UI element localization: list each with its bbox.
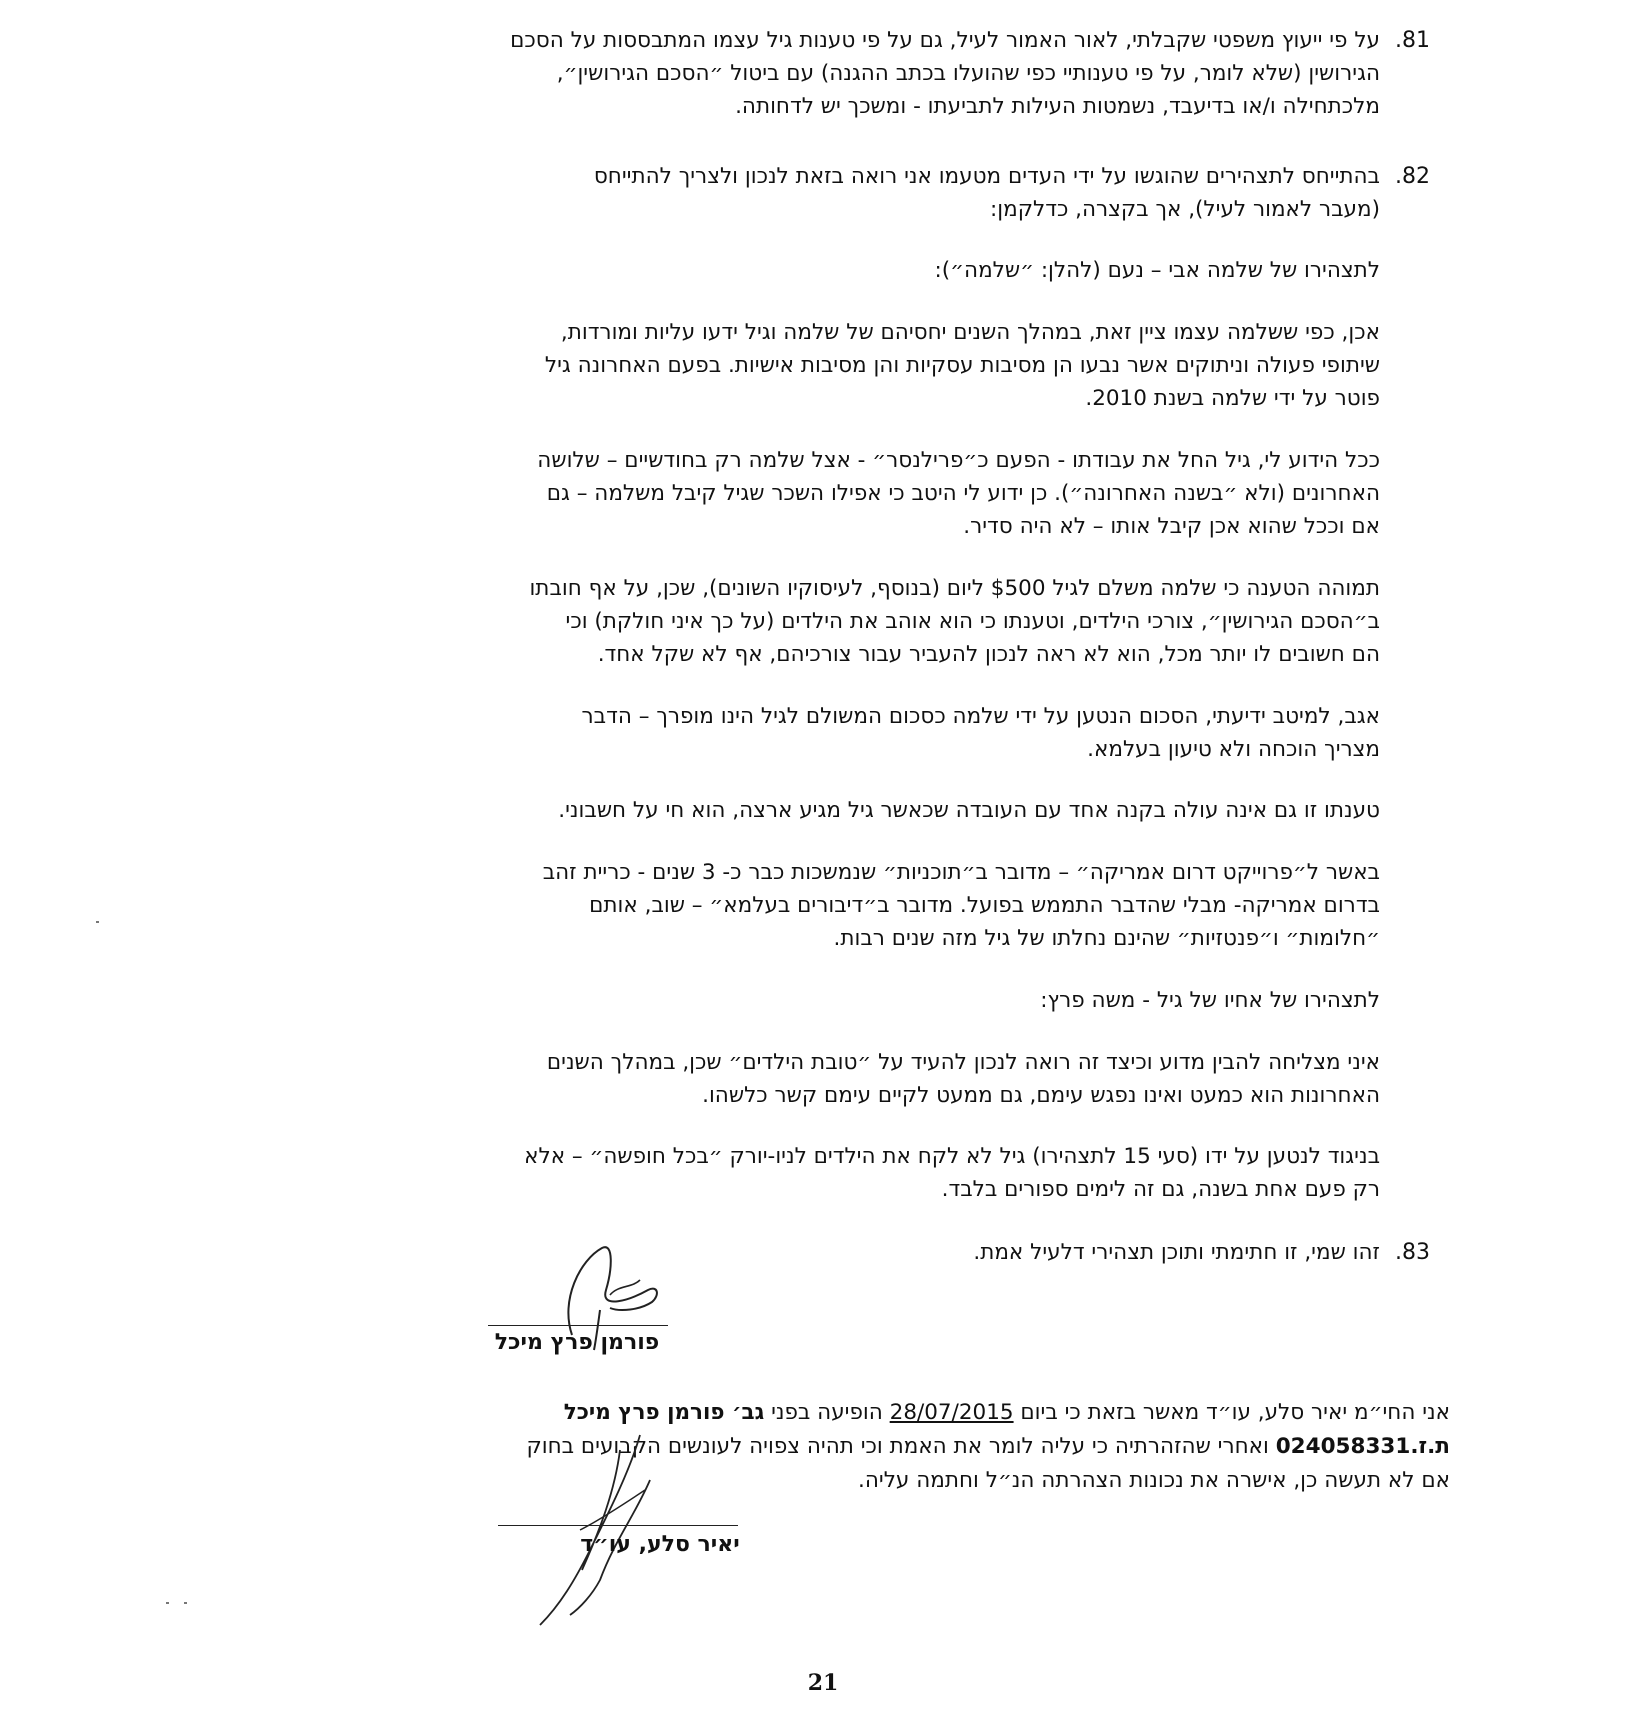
item-number: .83 xyxy=(1395,1240,1430,1265)
paragraph xyxy=(240,444,1380,543)
item-number: .82 xyxy=(1395,164,1430,189)
text-line: בהתייחס לתצהירים שהוגשו על ידי העדים מטעמו אני רואה בזאת לנכון ולצריך להתייחס xyxy=(593,164,1380,189)
text-line: ״חלומות״ ו״פנטזיות״ שהינם נחלתו של גיל מזה שנים רבות. xyxy=(833,926,1380,951)
text-line: פוטר על ידי שלמה בשנת 2010. xyxy=(1085,386,1380,411)
text-line: אם וככל שהוא אכן קיבל אותו – לא היה סדיר. xyxy=(963,514,1380,539)
scan-speck xyxy=(184,1602,187,1604)
text-line: הם חשובים לו יותר מכל, הוא לא ראה לנכון להעביר עבור צורכיהם, אף לא שקל אחד. xyxy=(597,642,1380,667)
scan-speck xyxy=(166,1602,169,1604)
text-line: האחרונות הוא כמעט ואינו נפגש עימם, גם ממעט לקיים עימם קשר כלשהו. xyxy=(702,1083,1380,1108)
lawyer-name: יאיר סלע, עו״ד xyxy=(580,1532,740,1557)
text-line: איני מצליחה להבין מדוע וכיצד זה רואה לנכון להעיד על ״טובת הילדים״ שכן, במהלך השנים xyxy=(546,1050,1380,1075)
signature-line-2 xyxy=(498,1525,738,1526)
scan-speck xyxy=(96,921,99,923)
text-line: אכן, כפי ששלמה עצמו ציין זאת, במהלך השנים יחסיהם של שלמה וגיל ידעו עליות ומורדות, xyxy=(560,320,1380,345)
text-line: ב״הסכם הגירושין״, צורכי הילדים, וטענתו כי הוא אוהב את הילדים (על כך איני חולקת) וכי xyxy=(565,609,1380,634)
paragraph xyxy=(240,316,1380,415)
paragraph xyxy=(240,1046,1380,1112)
text-line: מלכתחילה ו/או בדיעבד, נשמטות העילות לתביעתו - ומשכך יש לדחותה. xyxy=(735,94,1380,119)
text-line: רק פעם אחת בשנה, גם זה לימים ספורים בלבד. xyxy=(941,1177,1380,1202)
text-line: (מעבר לאמור לעיל), אך בקצרה, כדלקמן: xyxy=(990,197,1380,222)
paragraph-82 xyxy=(240,160,1380,226)
section-heading-brother: לתצהירו של אחיו של גיל - משה פרץ: xyxy=(1040,988,1380,1013)
text-line: טענתו זו גם אינה עולה בקנה אחד עם העובדה שכאשר גיל מגיע ארצה, הוא חי על חשבוני. xyxy=(558,798,1380,823)
text-line: אגב, למיטב ידיעתי, הסכום הנטען על ידי שלמה כסכום המשולם לגיל הינו מופרך – הדבר xyxy=(581,704,1380,729)
text-line: מצריך הוכחה ולא טיעון בעלמא. xyxy=(1087,737,1380,762)
paragraph xyxy=(240,572,1380,671)
paragraph-83: זהו שמי, זו חתימתי ותוכן תצהירי דלעיל אמת. xyxy=(973,1240,1380,1265)
paragraph xyxy=(240,700,1380,766)
page-number: 21 xyxy=(807,1670,839,1696)
text-line: האחרונים (ולא ״בשנה האחרונה״). כן ידוע לי היטב כי אפילו השכר שגיל קיבל משלמה – גם xyxy=(546,481,1380,506)
paragraph-81 xyxy=(240,24,1380,123)
text-line: תמוהה הטענה כי שלמה משלם לגיל $500 ליום (בנוסף, לעיסוקיו השונים), שכן, על אף חובתו xyxy=(529,576,1380,601)
attestation-date: 28/07/2015 xyxy=(889,1400,1014,1425)
text-line: באשר ל״פרוייקט דרום אמריקה״ – מדובר ב״תוכניות״ שנמשכות כבר כ- 3 שנים - כריית זהב xyxy=(542,860,1380,885)
signature-line-1 xyxy=(488,1325,668,1326)
section-heading-shlomo: לתצהירו של שלמה אבי – נעם (להלן: ״שלמה״): xyxy=(934,258,1380,283)
attestation-paragraph: אני החי״מ יאיר סלע, עו״ד מאשר בזאת כי ביום 28/07/2015 הופיעה בפני גב׳ פורמן פרץ מיכל ת.ז.024058331 ואחרי שהזהרתיה כי עליה לומר את האמת וכי תהיה צפויה לעונשים הקבועים בחוק אם לא תעשה כן, אישרה את נכונות הצהרתה הנ״ל וחתמה עליה. xyxy=(526,1400,1450,1493)
text-line: הגירושין (שלא לומר, על פי טענותיי כפי שהועלו בכתב ההגנה) עם ביטול ״הסכם הגירושין״, xyxy=(556,61,1380,86)
paragraph xyxy=(240,856,1380,955)
text-line: בדרום אמריקה- מבלי שהדבר התממש בפועל. מדובר ב״דיבורים בעלמא״ – שוב, אותם xyxy=(589,893,1380,918)
paragraph xyxy=(240,794,1380,827)
text-line: שיתופי פעולה וניתוקים אשר נבעו הן מסיבות עסקיות והן מסיבות אישיות. בפעם האחרונה גיל xyxy=(544,353,1380,378)
paragraph xyxy=(240,1140,1380,1206)
declarant-id: ת.ז.024058331 xyxy=(1275,1434,1450,1459)
text-line: בניגוד לנטען על ידו (סעי 15 לתצהירו) גיל לא לקח את הילדים לניו-יורק ״בכל חופשה״ – אלא xyxy=(524,1144,1380,1169)
declarant-name: גב׳ פורמן פרץ מיכל xyxy=(563,1400,765,1425)
text-line: על פי ייעוץ משפטי שקבלתי, לאור האמור לעיל, גם על פי טענות גיל עצמו המתבססות על הסכם xyxy=(510,28,1380,53)
item-number: .81 xyxy=(1395,28,1430,53)
text-line: ככל הידוע לי, גיל החל את עבודתו - הפעם כ״פרילנסר״ - אצל שלמה רק בחודשיים – שלושה xyxy=(537,448,1380,473)
signer-name: פורמן פרץ מיכל xyxy=(494,1330,660,1355)
